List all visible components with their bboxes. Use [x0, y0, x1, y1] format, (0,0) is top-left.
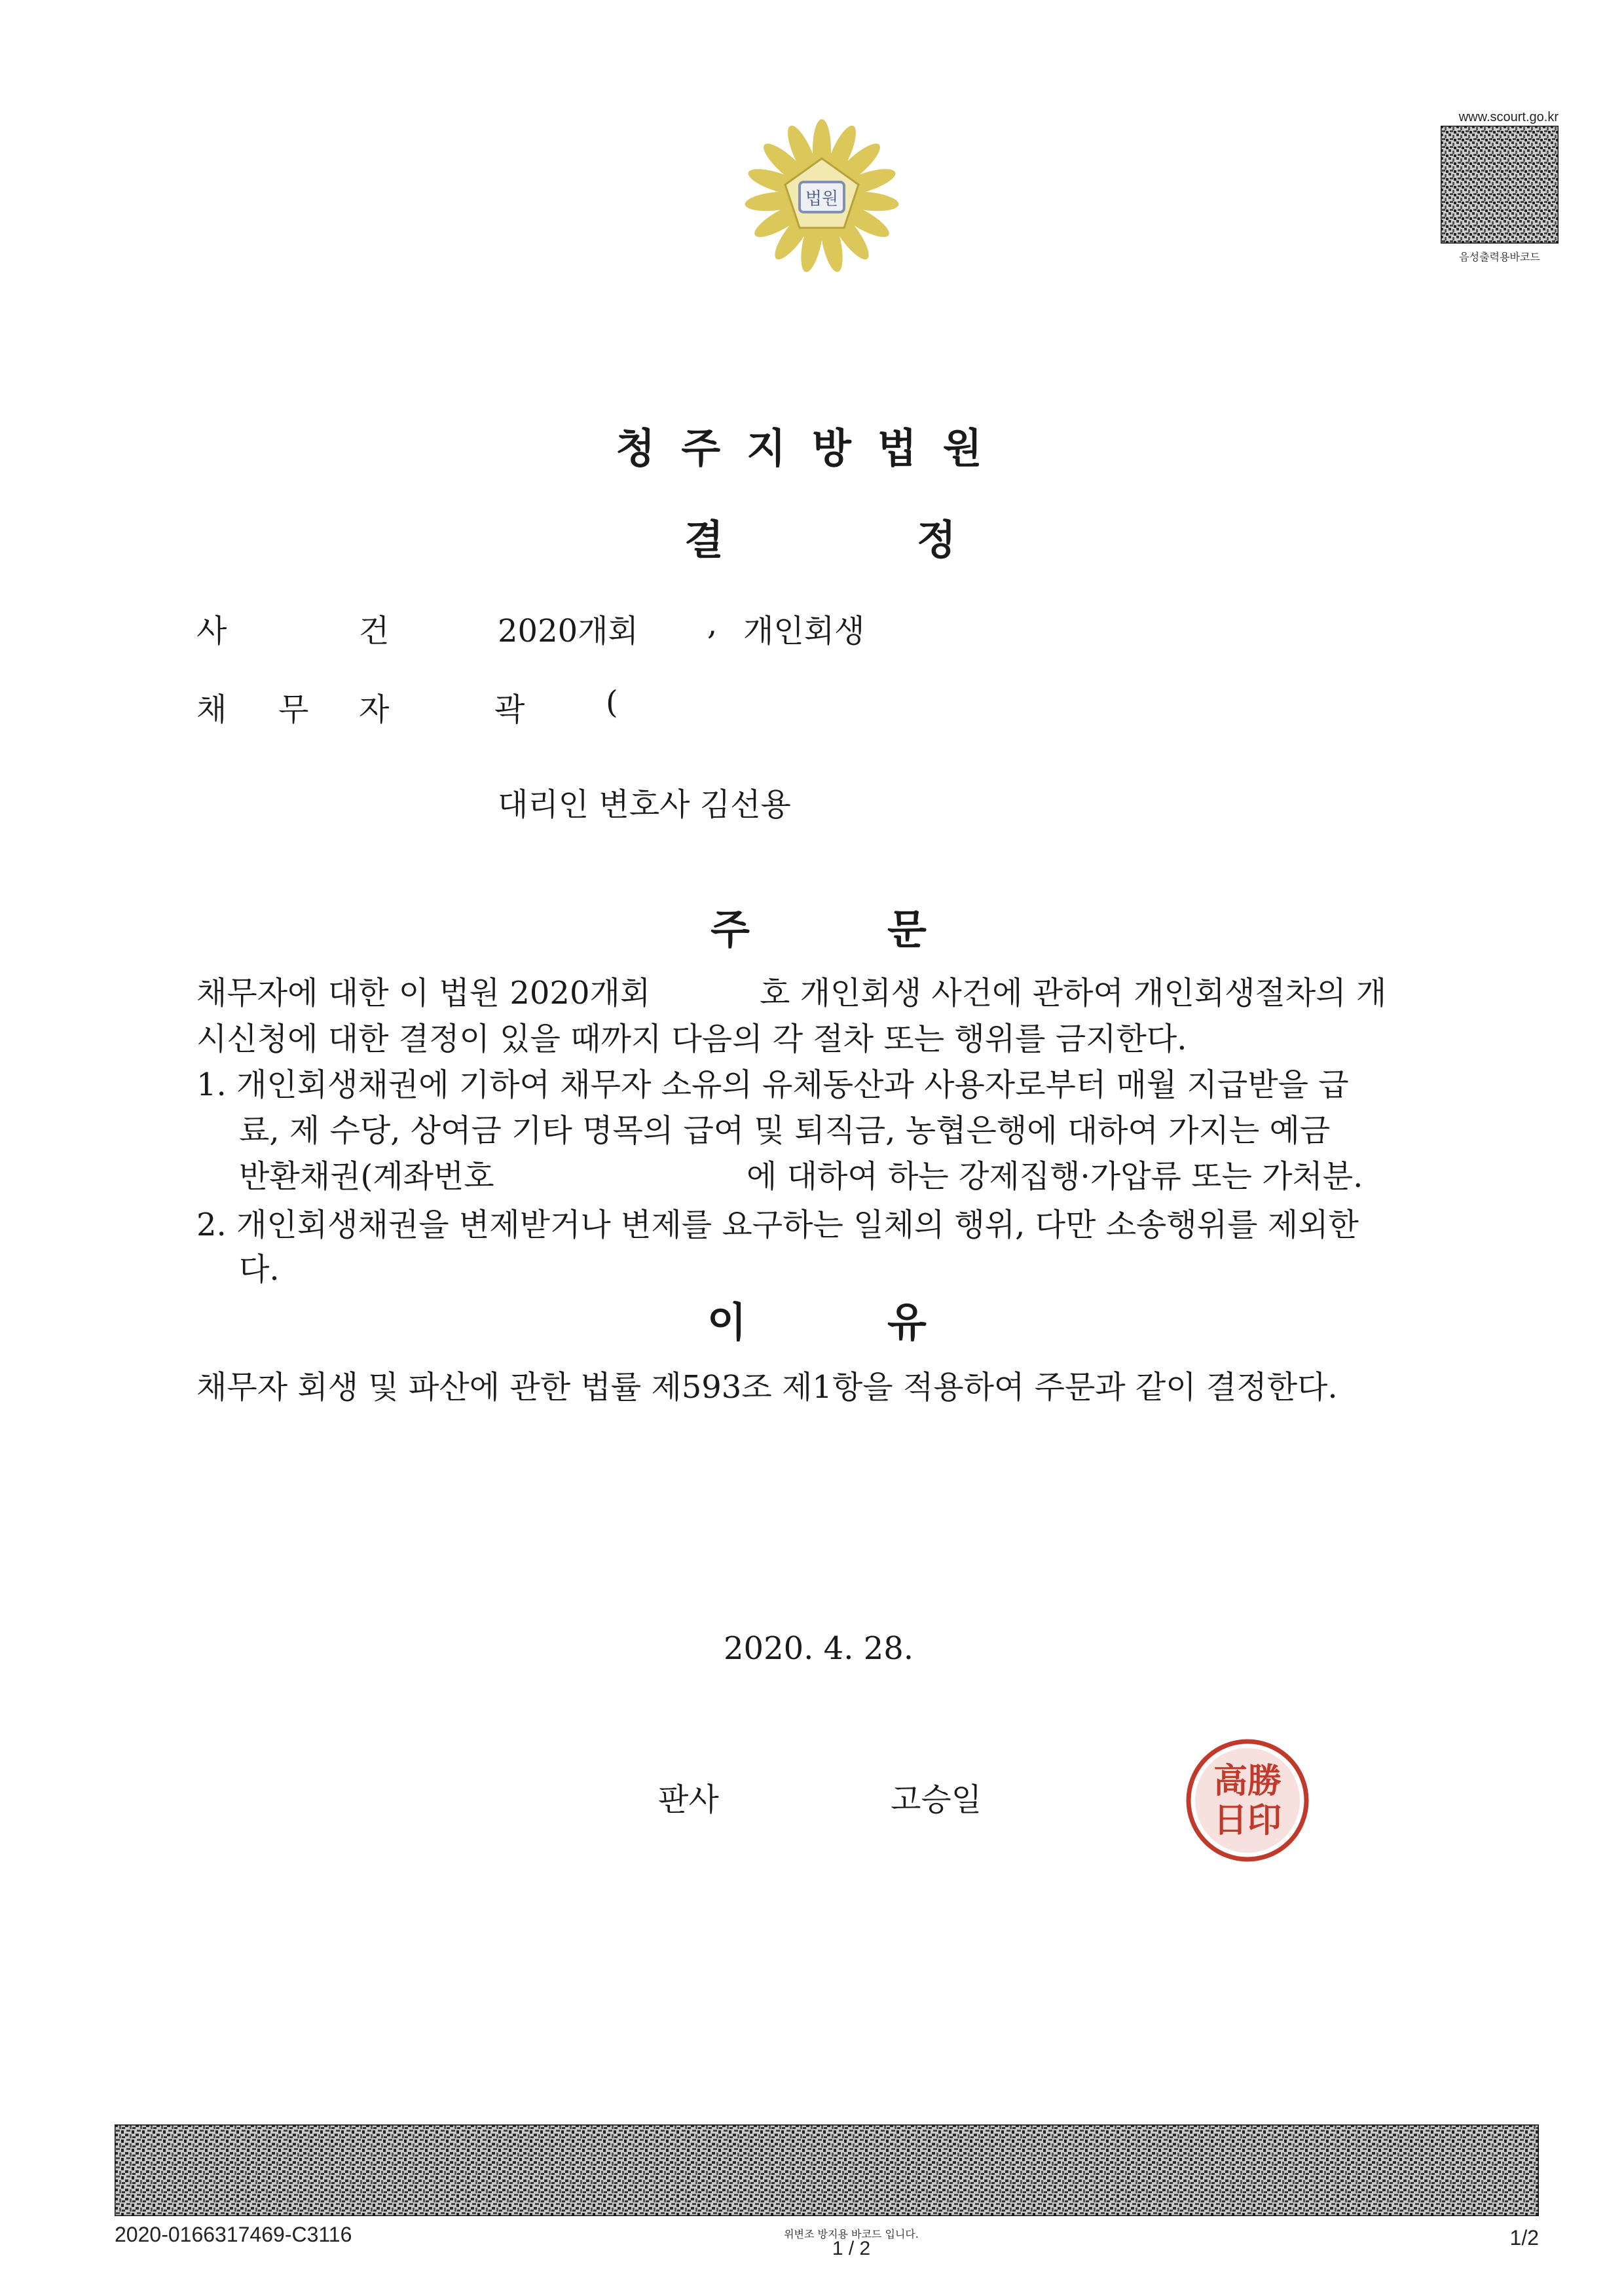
case-label-char-2: 건: [359, 613, 390, 649]
order-item-1-line-3b: 에 대하여 하는 강제집행·가압류 또는 가처분.: [747, 1158, 1363, 1195]
barcode-caption: 음성출력용바코드: [1459, 251, 1540, 263]
order-line-2: 시신청에 대한 결정이 있을 때까지 다음의 각 절차 또는 행위를 금지한다.: [196, 1021, 1187, 1057]
voice-output-barcode: [1441, 126, 1559, 244]
judge-name: 고승일: [891, 1781, 982, 1818]
svg-text:高勝: 高勝: [1213, 1761, 1282, 1801]
debtor-label-char-3: 자: [359, 691, 390, 728]
case-type: 개인회생: [743, 613, 865, 649]
anti-forgery-barcode: [115, 2124, 1539, 2216]
order-item-1-line-3a: 반환채권(계좌번호: [239, 1158, 494, 1195]
debtor-label-char-2: 무: [278, 691, 309, 728]
court-emblem: [743, 118, 900, 275]
order-item-2-line-1: 2. 개인회생채권을 변제받거나 변제를 요구하는 일체의 행위, 다만 소송행위를 제외한: [196, 1207, 1359, 1243]
reason-text: 채무자 회생 및 파산에 관한 법률 제593조 제1항을 적용하여 주문과 같이 결정한다.: [196, 1369, 1338, 1406]
order-item-2-line-2: 다.: [239, 1251, 280, 1288]
court-website-url: www.scourt.go.kr: [1458, 110, 1559, 124]
order-line-1a: 채무자에 대한 이 법원 2020개회: [196, 975, 651, 1011]
decision-date: 2020. 4. 28.: [724, 1630, 914, 1667]
decision-title-char-2: 정: [917, 516, 956, 564]
order-item-1-line-2: 료, 제 수당, 상여금 기타 명목의 급여 및 퇴직금, 농협은행에 대하여 가지는 예금: [239, 1112, 1331, 1149]
page-number-center: 1 / 2: [832, 2238, 871, 2259]
reason-heading-char-1: 이: [707, 1298, 747, 1346]
judge-title: 판사: [658, 1781, 719, 1818]
debtor-label-char-1: 채: [196, 691, 227, 728]
svg-text:日印: 日印: [1213, 1800, 1282, 1840]
order-heading-char-2: 문: [887, 905, 927, 953]
order-item-1-line-1: 1. 개인회생채권에 기하여 채무자 소유의 유체동산과 사용자로부터 매월 지급받을 급: [196, 1066, 1349, 1103]
case-label-char-1: 사: [196, 613, 227, 649]
page-number-right: 1/2: [1509, 2226, 1539, 2250]
barcode-notice: 위변조 방지용 바코드 입니다.: [784, 2228, 919, 2240]
debtor-agent: 대리인 변호사 김선용: [498, 786, 791, 823]
emblem-label: 법원: [805, 189, 839, 209]
order-heading-char-1: 주: [710, 905, 750, 953]
debtor-name: 곽: [494, 691, 525, 728]
order-line-1b: 호 개인회생 사건에 관하여 개인회생절차의 개: [760, 975, 1387, 1011]
judge-seal: [1182, 1735, 1313, 1866]
decision-title-char-1: 결: [684, 516, 724, 564]
reason-heading-char-2: 유: [887, 1298, 927, 1346]
case-number: 2020개회: [498, 613, 638, 649]
court-name: 청주지방법원: [616, 424, 1008, 472]
debtor-open-paren: (: [606, 684, 618, 721]
case-number-mark: ,: [707, 606, 718, 642]
document-id: 2020-0166317469-C3116: [115, 2223, 352, 2246]
